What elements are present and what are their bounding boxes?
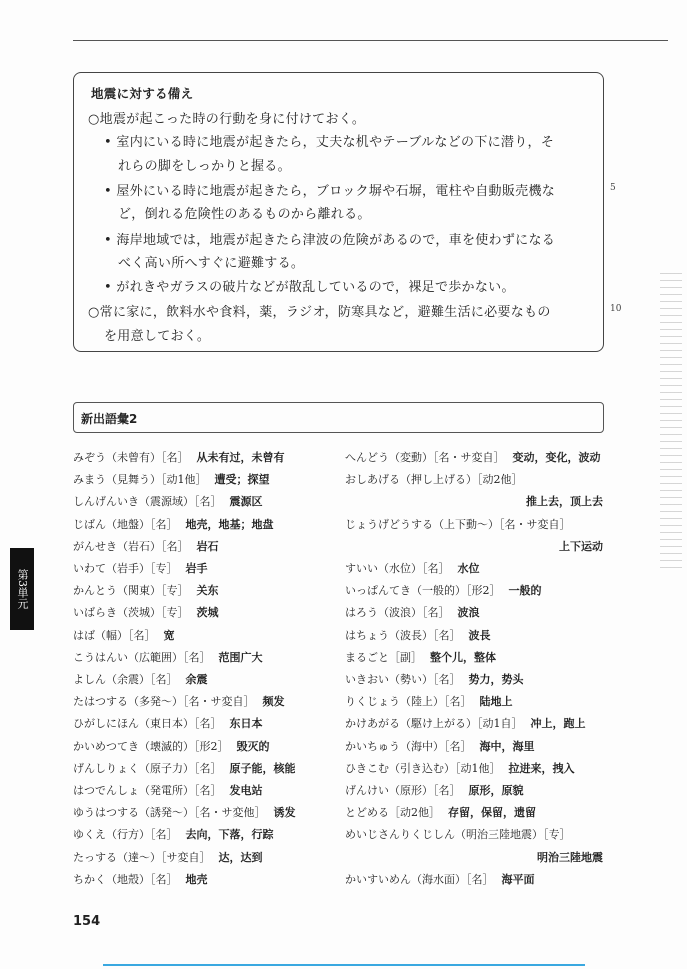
vocab-entry bbox=[73, 649, 263, 665]
vocab-entry bbox=[73, 449, 285, 465]
vocab-meaning: 波浪 bbox=[457, 606, 480, 620]
vocab-meaning: 海中，海里 bbox=[479, 739, 535, 753]
bottom-rule bbox=[103, 964, 585, 966]
vocab-meaning: 余震 bbox=[185, 673, 208, 686]
vocab-entry bbox=[73, 693, 285, 709]
vocab-meaning: 冲上，跑上 bbox=[530, 717, 586, 731]
vocab-entry bbox=[345, 582, 542, 598]
vocab-entry bbox=[345, 649, 496, 665]
vocab-header-box bbox=[73, 402, 604, 433]
vocab-entry bbox=[345, 671, 524, 687]
vocab-meaning: 关东 bbox=[196, 584, 219, 598]
vocab-meaning: 陆地上 bbox=[479, 695, 513, 709]
vocab-meaning: 茨城 bbox=[196, 606, 219, 620]
vocab-meaning: 拉进来，拽入 bbox=[508, 761, 575, 775]
line-number: 5 bbox=[610, 183, 616, 193]
box-line: • 室内にいる時に地震が起きたら，丈夫な机やテーブルなどの下に潜り，そ bbox=[104, 135, 555, 150]
vocab-entry bbox=[345, 826, 571, 842]
vocab-title: 新出語彙2 bbox=[81, 412, 138, 426]
vocab-word: かいめつてき（壊滅的）［形2］ bbox=[73, 739, 229, 753]
vocab-word: こうはんい（広範囲）［名］ bbox=[73, 650, 211, 664]
box-line: べく高い所へすぐに避難する。 bbox=[118, 256, 305, 271]
vocab-word: はつでんしょ（発電所）［名］ bbox=[73, 784, 222, 797]
box-line: ○地震が起こった時の行動を身に付けておく。 bbox=[88, 112, 366, 127]
vocab-word: はば（幅）［名］ bbox=[73, 628, 156, 642]
vocab-meaning: 波長 bbox=[468, 628, 491, 642]
box-line: ○常に家に，飲料水や食料，薬，ラジオ，防寒具など，避難生活に必要なもの bbox=[88, 305, 551, 320]
vocab-entry bbox=[73, 804, 296, 820]
vocab-entry bbox=[73, 826, 274, 842]
vocab-meaning: 去向，下落，行踪 bbox=[185, 828, 274, 842]
vocab-word: いきおい（勢い）［名］ bbox=[345, 673, 461, 686]
vocab-word: がんせき（岩石）［名］ bbox=[73, 539, 189, 553]
vocab-entry bbox=[73, 782, 263, 798]
box-line: • 海岸地域では，地震が起きたら津波の危険があるので，車を使わずになる bbox=[104, 233, 556, 248]
vocab-entry bbox=[73, 604, 219, 620]
vocab-meaning: 推上去，顶上去 bbox=[526, 495, 603, 509]
vocab-meaning: 频发 bbox=[262, 695, 285, 709]
vocab-word: ちかく（地殻）［名］ bbox=[73, 872, 178, 886]
box-line: • がれきやガラスの破片などが散乱しているので，裸足で歩かない。 bbox=[104, 280, 515, 295]
vocab-word: まるごと［副］ bbox=[345, 650, 422, 664]
box-title: 地震に対する備え bbox=[91, 86, 194, 101]
vocab-word: げんけい（原形）［名］ bbox=[345, 784, 461, 797]
vocab-meaning: 从未有过，未曾有 bbox=[196, 451, 285, 464]
vocab-word: とどめる［动2他］ bbox=[345, 806, 440, 820]
box-line: を用意しておく。 bbox=[104, 329, 211, 344]
vocab-entry bbox=[345, 849, 603, 865]
vocab-meaning: 震源区 bbox=[229, 495, 263, 509]
vocab-word: りくじょう（陸上）［名］ bbox=[345, 695, 472, 709]
vocab-word: めいじさんりくじしん（明治三陸地震）［专］ bbox=[345, 828, 571, 842]
vocab-entry bbox=[345, 538, 603, 554]
vocab-entry bbox=[73, 849, 263, 865]
vocab-meaning: 遭受；探望 bbox=[214, 473, 270, 487]
vocab-entry bbox=[345, 871, 535, 887]
vocab-word: へんどう（変動）［名・サ変自］ bbox=[345, 451, 505, 464]
vocab-meaning: 存留，保留，遗留 bbox=[448, 806, 536, 820]
vocab-word: みまう（見舞う）［动1他］ bbox=[73, 473, 207, 487]
vocab-meaning: 发电站 bbox=[229, 784, 263, 797]
vocab-word: じょうげどうする（上下動～）［名・サ変自］ bbox=[345, 517, 571, 531]
vocab-word: いばらき（茨城）［专］ bbox=[73, 606, 189, 620]
vocab-entry bbox=[345, 560, 480, 576]
vocab-word: かいちゅう（海中）［名］ bbox=[345, 739, 472, 753]
vocab-entry bbox=[73, 738, 270, 754]
header-rule bbox=[73, 40, 668, 41]
vocab-entry bbox=[73, 538, 219, 554]
vocab-word: かんとう（関東）［专］ bbox=[73, 584, 189, 598]
vocab-word: よしん（余震）［名］ bbox=[73, 673, 178, 686]
vocab-word: いわて（岩手）［专］ bbox=[73, 562, 178, 575]
vocab-entry bbox=[345, 804, 536, 820]
vocab-meaning: 变动，变化，波动 bbox=[512, 451, 601, 464]
vocab-entry bbox=[345, 760, 575, 776]
box-line: ど，倒れる危険性のあるものから離れる。 bbox=[118, 207, 371, 222]
vocab-entry bbox=[73, 871, 208, 887]
vocab-word: げんしりょく（原子力）［名］ bbox=[73, 761, 222, 775]
vocab-entry bbox=[73, 760, 296, 776]
vocab-word: いっぱんてき（一般的）［形2］ bbox=[345, 584, 501, 598]
page-number: 154 bbox=[73, 914, 101, 929]
vocab-entry bbox=[73, 493, 263, 509]
vocab-meaning: 地壳 bbox=[185, 872, 208, 886]
vocab-meaning: 岩石 bbox=[196, 539, 219, 553]
vocab-entry bbox=[73, 560, 208, 576]
vocab-word: ひきこむ（引き込む）［动1他］ bbox=[345, 761, 501, 775]
vocab-entry bbox=[345, 693, 513, 709]
vocab-meaning: 岩手 bbox=[185, 562, 208, 575]
vocab-meaning: 范围广大 bbox=[218, 650, 263, 664]
vocab-meaning: 宽 bbox=[163, 628, 175, 642]
vocab-meaning: 地壳，地基；地盘 bbox=[185, 517, 274, 531]
scan-margin-noise bbox=[660, 270, 682, 570]
box-line: • 屋外にいる時に地震が起きたら，ブロック塀や石塀，電柱や自動販売機な bbox=[104, 184, 556, 199]
vocab-entry bbox=[345, 604, 480, 620]
vocab-entry bbox=[345, 449, 601, 465]
vocab-word: ゆくえ（行方）［名］ bbox=[73, 828, 178, 842]
vocab-meaning: 海平面 bbox=[501, 872, 535, 886]
vocab-entry bbox=[345, 627, 491, 643]
vocab-meaning: 明治三陸地震 bbox=[537, 850, 603, 864]
vocab-word: たはつする（多発～）［名・サ変自］ bbox=[73, 695, 255, 709]
line-number: 10 bbox=[610, 304, 622, 314]
vocab-meaning: 上下运动 bbox=[559, 539, 603, 553]
vocab-word: はろう（波浪）［名］ bbox=[345, 606, 450, 620]
vocab-meaning: 势力，势头 bbox=[468, 673, 524, 686]
vocab-word: かいすいめん（海水面）［名］ bbox=[345, 872, 494, 886]
vocab-word: ゆうはつする（誘発～）［名・サ変他］ bbox=[73, 806, 266, 820]
vocab-entry bbox=[345, 782, 524, 798]
vocab-entry bbox=[73, 516, 274, 532]
vocab-word: たっする（達～）［サ変自］ bbox=[73, 850, 211, 864]
vocab-word: すいい（水位）［名］ bbox=[345, 562, 450, 575]
vocab-entry bbox=[73, 715, 263, 731]
vocab-entry bbox=[345, 516, 571, 532]
vocab-meaning: 原子能，核能 bbox=[229, 761, 296, 775]
vocab-word: じばん（地盤）［名］ bbox=[73, 517, 178, 531]
vocab-word: ひがしにほん（東日本）［名］ bbox=[73, 717, 222, 731]
vocab-meaning: 原形，原貌 bbox=[468, 784, 524, 797]
vocab-meaning: 水位 bbox=[457, 562, 480, 575]
vocab-entry bbox=[73, 582, 219, 598]
unit-side-tab: 第3単元 bbox=[10, 548, 34, 630]
vocab-entry bbox=[73, 471, 270, 487]
vocab-entry bbox=[73, 671, 208, 687]
vocab-word: みぞう（未曾有）［名］ bbox=[73, 451, 189, 464]
vocab-entry bbox=[345, 738, 535, 754]
vocab-entry bbox=[73, 627, 175, 643]
vocab-meaning: 一般的 bbox=[508, 584, 542, 598]
vocab-word: はちょう（波長）［名］ bbox=[345, 628, 461, 642]
vocab-entry bbox=[345, 493, 603, 509]
vocab-word: しんげんいき（震源域）［名］ bbox=[73, 495, 222, 509]
vocab-meaning: 达，达到 bbox=[218, 850, 263, 864]
vocab-word: かけあがる（駆け上がる）［动1自］ bbox=[345, 717, 523, 731]
vocab-meaning: 整个儿，整体 bbox=[430, 650, 496, 664]
vocab-word: おしあげる（押し上げる）［动2他］ bbox=[345, 473, 523, 487]
vocab-meaning: 东日本 bbox=[229, 717, 263, 731]
box-line: れらの脚をしっかりと握る。 bbox=[118, 159, 291, 174]
vocab-entry bbox=[345, 471, 523, 487]
vocab-entry bbox=[345, 715, 586, 731]
vocab-meaning: 毁灭的 bbox=[236, 739, 270, 753]
vocab-meaning: 诱发 bbox=[273, 806, 296, 820]
